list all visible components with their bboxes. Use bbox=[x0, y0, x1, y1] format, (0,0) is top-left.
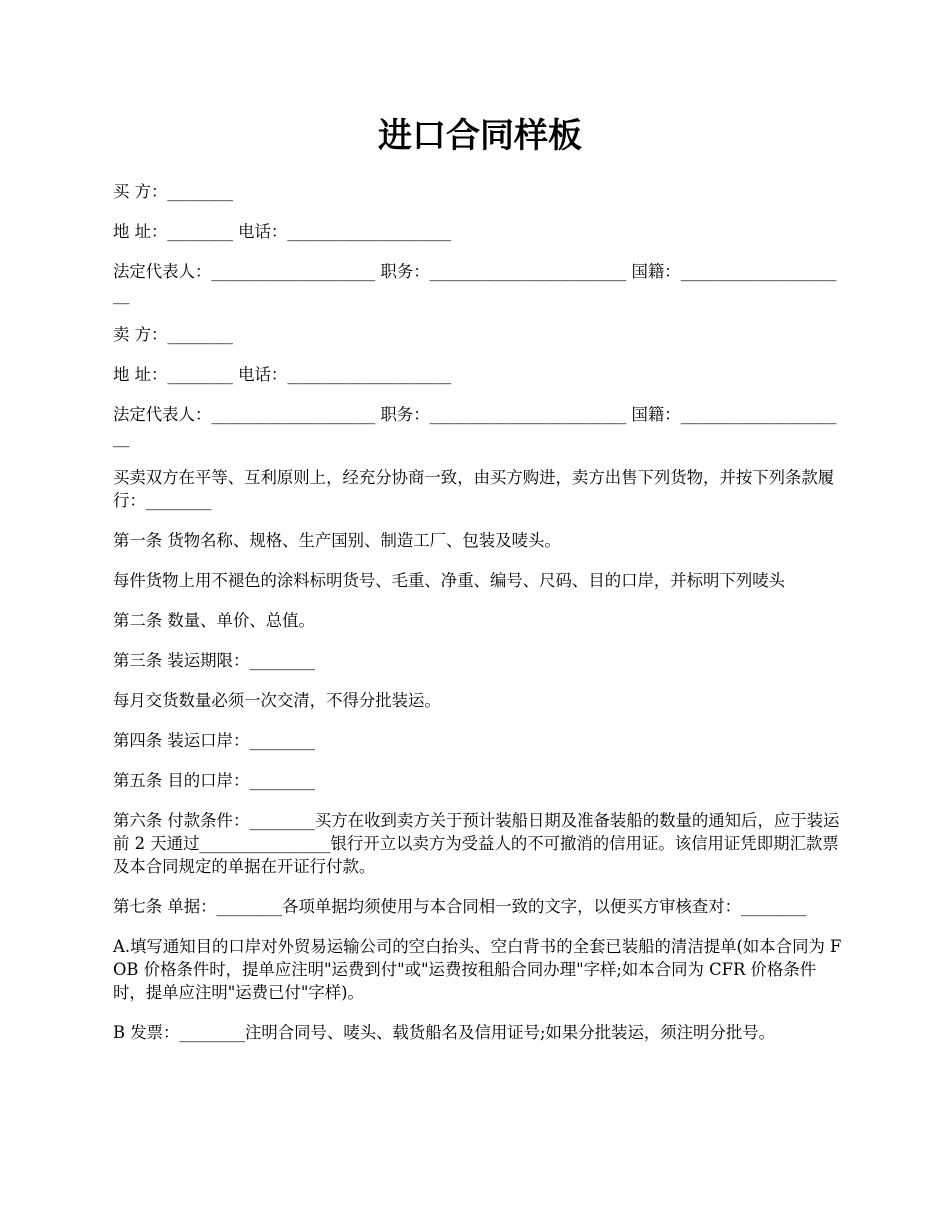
article-6-paragraph: 第六条 付款条件：________买方在收到卖方关于预计装船日期及准备装船的数量的通知后，应于装运前 2 天通过________________银行开立以卖方为受益人的不可撤消的信用证。该信用证凭即期汇款票及本合同规定的单据在开证行付款。 bbox=[113, 811, 840, 876]
article-7-paragraph: 第七条 单据：________各项单据均须使用与本合同相一致的文字，以便买方审核查对：________ bbox=[113, 897, 807, 916]
seller-representative-line: 法定代表人：____________________ 职务：________________________ 国籍：_____________________ bbox=[113, 405, 837, 447]
seller-line: 卖 方：________ bbox=[113, 325, 233, 344]
article-3-heading: 第三条 装运期限：________ bbox=[113, 651, 315, 670]
buyer-line: 买 方：________ bbox=[113, 182, 233, 201]
article-2-heading: 第二条 数量、单价、总值。 bbox=[113, 611, 315, 630]
preamble-paragraph: 买卖双方在平等、互利原则上，经充分协商一致，由买方购进，卖方出售下列货物，并按下列条款履行：________ bbox=[113, 468, 835, 510]
seller-address-line: 地 址：________ 电话：____________________ bbox=[113, 365, 452, 384]
document-page bbox=[113, 110, 843, 1061]
buyer-address-line: 地 址：________ 电话：____________________ bbox=[113, 222, 452, 241]
article-3-body: 每月交货数量必须一次交清，不得分批装运。 bbox=[113, 691, 441, 710]
article-4-heading: 第四条 装运口岸：________ bbox=[113, 731, 315, 750]
document-item-b: B 发票：________注明合同号、唛头、载货船名及信用证号;如果分批装运，须注明分批号。 bbox=[113, 1023, 776, 1042]
buyer-representative-line: 法定代表人：____________________ 职务：________________________ 国籍：_____________________ bbox=[113, 262, 837, 304]
article-5-heading: 第五条 目的口岸：________ bbox=[113, 771, 315, 790]
article-1-body: 每件货物上用不褪色的涂料标明货号、毛重、净重、编号、尺码、目的口岸，并标明下列唛头 bbox=[113, 571, 786, 590]
document-item-a: A.填写通知目的口岸对外贸易运输公司的空白抬头、空白背书的全套已装船的清洁提单(如本合同为 FOB 价格条件时，提单应注明"运费到付"或"运费按租船合同办理"字样;如本合同为 CFR 价格条件时，提单应注明"运费已付"字样)。 bbox=[113, 937, 842, 1002]
article-1-heading: 第一条 货物名称、规格、生产国别、制造工厂、包装及唛头。 bbox=[113, 531, 561, 550]
document-title: 进口合同样板 bbox=[378, 116, 582, 156]
